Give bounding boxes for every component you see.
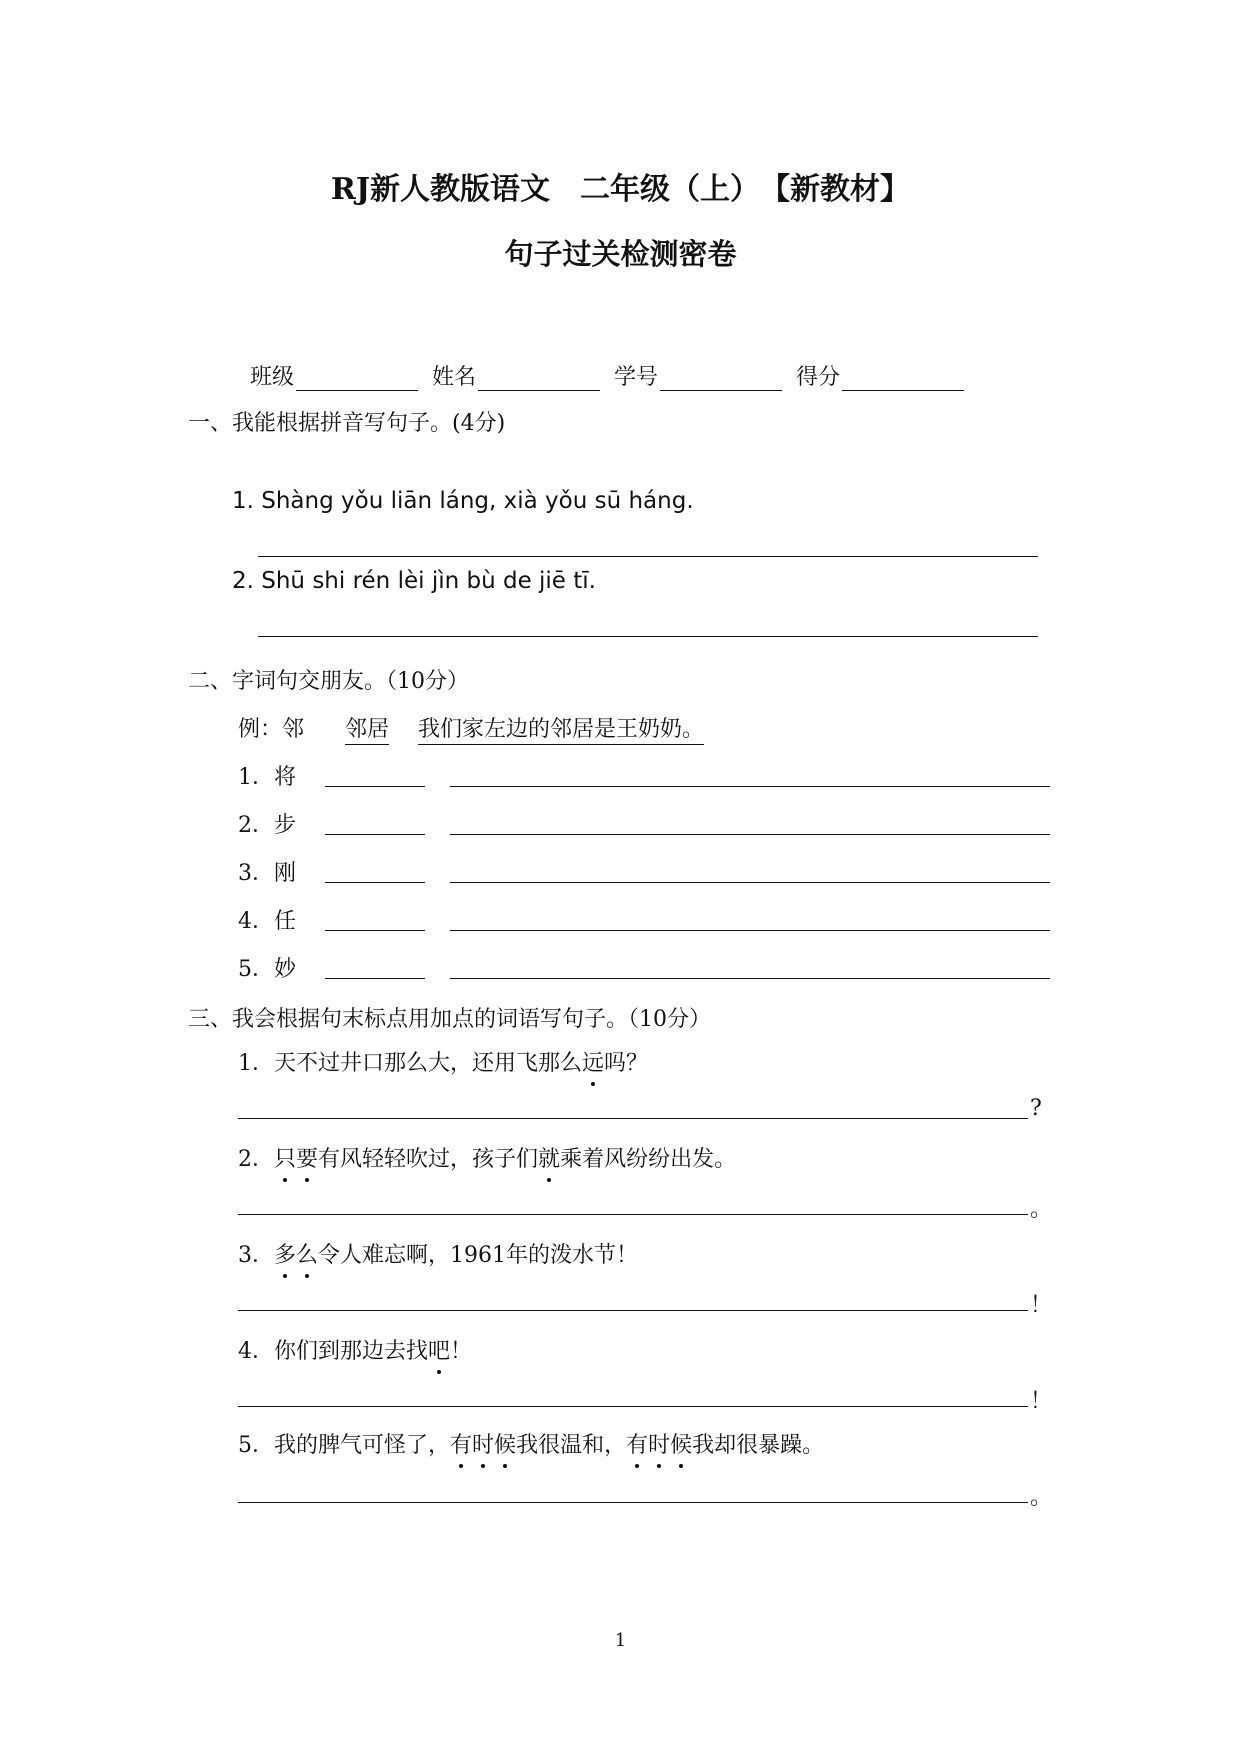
sentence-text: ！: [450, 1339, 473, 1364]
sentence-text: 吗？: [604, 1051, 649, 1076]
sentence-answer-line-3[interactable]: [238, 1310, 1028, 1311]
end-punctuation-3: ！: [1030, 1293, 1053, 1318]
pinyin-item-1: 1. Shàng yǒu liān láng, xià yǒu sū háng.: [232, 488, 694, 514]
emphasized-char: 候: [670, 1428, 692, 1459]
emphasized-char: 吧: [428, 1334, 450, 1365]
emphasized-char: 么: [296, 1238, 318, 1269]
sentence-item-3: 3．多么令人难忘啊，1961年的泼水节！: [238, 1238, 638, 1269]
emphasized-char: 远: [582, 1046, 604, 1077]
sentence-text: 你们到那边去找: [274, 1339, 429, 1364]
sentence-blank-2[interactable]: [450, 834, 1050, 835]
sentence-text: 我却很暴躁。: [692, 1433, 825, 1458]
example-prefix: 例：邻: [238, 717, 305, 742]
section3-heading: 三、我会根据句末标点用加点的词语写句子。（10分）: [188, 1007, 711, 1032]
emphasized-char: 只: [274, 1142, 296, 1173]
page-number: 1: [614, 1630, 627, 1651]
example-word: 邻居: [345, 717, 389, 745]
word-blank-1[interactable]: [325, 786, 425, 787]
sentence-answer-line-5[interactable]: [238, 1502, 1028, 1503]
sentence-blank-1[interactable]: [450, 786, 1050, 787]
sentence-item-4: 4．你们到那边去找吧！: [238, 1334, 472, 1365]
emphasized-char: 要: [296, 1142, 318, 1173]
emphasized-char: 时: [472, 1428, 494, 1459]
end-punctuation-1: ?: [1030, 1096, 1042, 1121]
sentence-text: 有风轻轻吹过，孩子们: [318, 1147, 539, 1172]
sentence-text: 天不过井口那么大，还用飞那么: [274, 1051, 583, 1076]
class-field[interactable]: 班级: [250, 360, 418, 391]
end-punctuation-4: ！: [1030, 1389, 1053, 1414]
section2-heading: 二、字词句交朋友。（10分）: [188, 669, 469, 694]
example-sentence: 我们家左边的邻居是王奶奶。: [418, 717, 704, 745]
student-info-row: [250, 360, 964, 391]
name-field[interactable]: 姓名: [432, 360, 600, 391]
sentence-blank-3[interactable]: [450, 882, 1050, 883]
sentence-text: 我很温和，: [516, 1433, 627, 1458]
sentence-text: 乘着风纷纷出发。: [560, 1147, 737, 1172]
emphasized-char: 时: [648, 1428, 670, 1459]
word-blank-5[interactable]: [325, 978, 425, 979]
word-blank-3[interactable]: [325, 882, 425, 883]
word-blank-4[interactable]: [325, 930, 425, 931]
answer-line-1-1[interactable]: [258, 556, 1038, 557]
pinyin-item-2: 2. Shū shi rén lèi jìn bù de jiē tī.: [232, 568, 596, 594]
sentence-item-5: 5．我的脾气可怪了，有时候我很温和，有时候我却很暴躁。: [238, 1428, 824, 1459]
emphasized-char: 有: [450, 1428, 472, 1459]
sentence-blank-4[interactable]: [450, 930, 1050, 931]
sentence-answer-line-2[interactable]: [238, 1214, 1028, 1215]
page-title: RJ新人教版语文 二年级（上） 【新教材】: [330, 172, 911, 207]
emphasized-char: 就: [538, 1142, 560, 1173]
sentence-text: 我的脾气可怪了，: [274, 1433, 451, 1458]
example-row: [238, 712, 704, 743]
answer-line-1-2[interactable]: [258, 636, 1038, 637]
emphasized-char: 有: [626, 1428, 648, 1459]
sentence-item-2: 2．只要有风轻轻吹过，孩子们就乘着风纷纷出发。: [238, 1142, 736, 1173]
word-blank-2[interactable]: [325, 834, 425, 835]
sentence-blank-5[interactable]: [450, 978, 1050, 979]
emphasized-char: 多: [274, 1238, 296, 1269]
section1-heading: 一、我能根据拼音写句子。(4分): [188, 411, 506, 436]
sentence-text: 令人难忘啊，1961年的泼水节！: [318, 1243, 639, 1268]
student-number-field[interactable]: 学号: [614, 360, 782, 391]
char-item-4: 4．任: [238, 909, 296, 934]
char-item-1: 1．将: [238, 765, 296, 790]
sentence-answer-line-1[interactable]: [238, 1118, 1028, 1119]
char-item-3: 3．刚: [238, 861, 296, 886]
end-punctuation-2: 。: [1030, 1197, 1053, 1222]
char-item-2: 2．步: [238, 813, 296, 838]
sentence-item-1: 1．天不过井口那么大，还用飞那么远吗？: [238, 1046, 648, 1077]
page-subtitle: 句子过关检测密卷: [504, 237, 737, 271]
emphasized-char: 候: [494, 1428, 516, 1459]
sentence-answer-line-4[interactable]: [238, 1406, 1028, 1407]
char-item-5: 5．妙: [238, 957, 296, 982]
score-field[interactable]: 得分: [796, 360, 964, 391]
end-punctuation-5: 。: [1030, 1485, 1053, 1510]
